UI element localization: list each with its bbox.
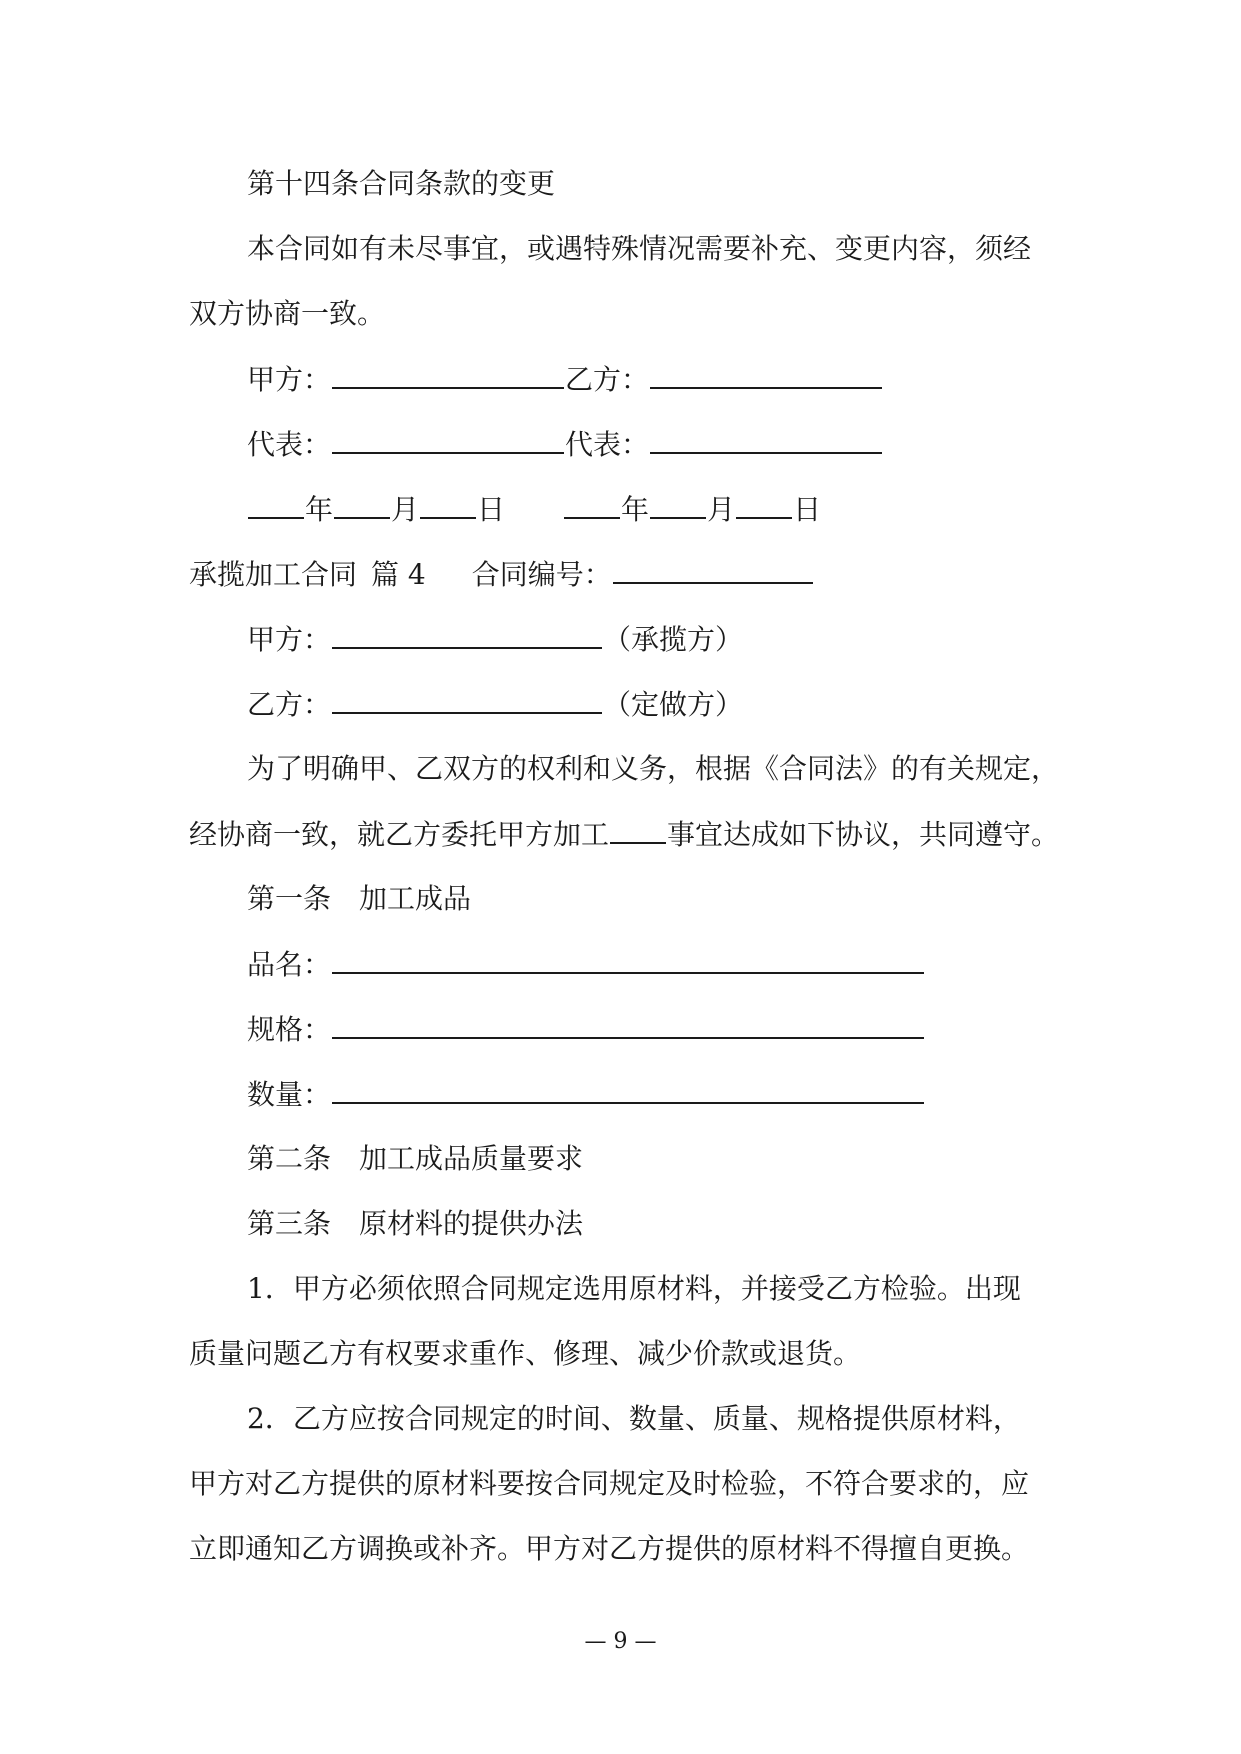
sign-party-b-label: 乙方： [565, 363, 650, 396]
spec-label: 规格： [247, 1013, 332, 1046]
item2-line3: 立即通知乙方调换或补齐。甲方对乙方提供的原材料不得擅自更换。 [189, 1532, 1030, 1565]
party-b-row [247, 686, 743, 723]
signature-row-dates [247, 491, 821, 528]
party-a-role: （承揽方） [603, 623, 744, 656]
article14-body-line1: 本合同如有未尽事宜，或遇特殊情况需要补充、变更内容，须经 [247, 232, 1032, 265]
party-a-row [247, 621, 743, 658]
sign-rep-b-label: 代表： [565, 428, 650, 461]
article2-heading: 第二条 加工成品质量要求 [247, 1142, 584, 1175]
intro-line2-part1: 经协商一致，就乙方委托甲方加工 [189, 818, 610, 851]
sign-rep-a-blank [332, 426, 564, 454]
quantity-label: 数量： [247, 1078, 332, 1111]
contract-title: 承揽加工合同 [189, 558, 358, 591]
article14-heading: 第十四条合同条款的变更 [247, 167, 556, 200]
date-b-year-blank [564, 491, 620, 519]
date-b-day-blank [736, 491, 792, 519]
party-b-label: 乙方： [247, 688, 332, 721]
date-a-year-blank [248, 491, 304, 519]
contract-title-row [189, 556, 814, 593]
item2-line1: 2．乙方应按合同规定的时间、数量、质量、规格提供原材料， [247, 1402, 1021, 1435]
quantity-blank [332, 1076, 924, 1104]
article3-heading: 第三条 原材料的提供办法 [247, 1207, 584, 1240]
product-name-row [247, 946, 925, 983]
signature-row-representatives [247, 426, 883, 463]
spec-blank [332, 1011, 924, 1039]
date-b-month-blank [650, 491, 706, 519]
process-item-blank [610, 816, 666, 844]
date-b-day: 日 [793, 493, 822, 526]
contract-no-blank [613, 556, 813, 584]
date-a-month: 月 [391, 493, 420, 526]
spec-row [247, 1011, 925, 1048]
quantity-row [247, 1076, 925, 1113]
date-a-year: 年 [305, 493, 334, 526]
sign-party-a-blank [332, 361, 564, 389]
article14-body-line2: 双方协商一致。 [189, 297, 386, 330]
sign-party-b-blank [650, 361, 882, 389]
product-name-label: 品名： [247, 948, 332, 981]
contract-part: 篇 4 [371, 558, 426, 591]
item2-line2: 甲方对乙方提供的原材料要按合同规定及时检验，不符合要求的，应 [189, 1467, 1030, 1500]
contract-no-label: 合同编号： [471, 558, 612, 591]
page-number: — 9 — [584, 1629, 657, 1654]
date-a-day: 日 [477, 493, 506, 526]
sign-rep-a-label: 代表： [247, 428, 332, 461]
date-b-month: 月 [707, 493, 736, 526]
item1-line2: 质量问题乙方有权要求重作、修理、减少价款或退货。 [189, 1337, 862, 1370]
product-name-blank [332, 946, 924, 974]
article1-heading: 第一条 加工成品 [247, 882, 472, 915]
date-b-year: 年 [621, 493, 650, 526]
intro-line2-part2: 事宜达成如下协议，共同遵守。 [667, 818, 1060, 851]
party-b-blank [332, 686, 602, 714]
date-a-day-blank [420, 491, 476, 519]
item1-line1: 1．甲方必须依照合同规定选用原材料，并接受乙方检验。出现 [247, 1272, 1021, 1305]
signature-row-parties [247, 361, 883, 398]
sign-party-a-label: 甲方： [247, 363, 332, 396]
party-a-label: 甲方： [247, 623, 332, 656]
party-b-role: （定做方） [603, 688, 744, 721]
date-a-month-blank [334, 491, 390, 519]
sign-rep-b-blank [650, 426, 882, 454]
intro-line2 [189, 816, 1059, 853]
party-a-blank [332, 621, 602, 649]
intro-line1: 为了明确甲、乙双方的权利和义务，根据《合同法》的有关规定， [247, 752, 1060, 785]
